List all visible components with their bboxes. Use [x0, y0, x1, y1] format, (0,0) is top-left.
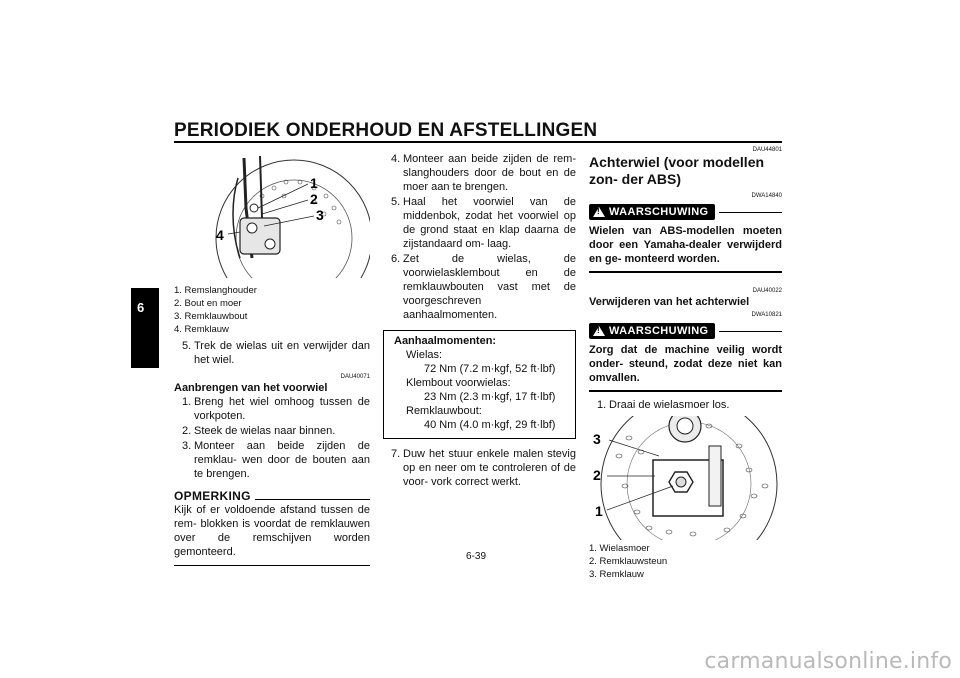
- caption-item: 4. Remklauw: [174, 324, 229, 335]
- step-number: 2.: [182, 425, 192, 437]
- step-item: [174, 439, 370, 481]
- doc-code: DAU40071: [340, 374, 370, 380]
- note-text: Kijk of er voldoende afstand tussen de rem- blokken is voordat de remklauwen over de remschijven worden gemonteerd.: [174, 504, 370, 558]
- page-title: PERIODIEK ONDERHOUD EN AFSTELLINGEN: [174, 120, 598, 141]
- warning-text: Wielen van ABS-modellen moeten door een Yamaha-dealer verwijderd en ge- monteerd worden.: [589, 225, 782, 265]
- step-item: [383, 447, 576, 489]
- step-item: [174, 395, 370, 423]
- warning-end-rule: [589, 390, 782, 392]
- section-heading: Achterwiel (voor modellen zon- der ABS): [589, 154, 765, 187]
- step-number: 3.: [182, 440, 192, 452]
- warning-label: WAARSCHUWING: [609, 206, 709, 218]
- step-text: Monteer aan beide zijden de remklau- wen door de bouten aan te brengen.: [194, 440, 370, 480]
- warning-end-rule: [589, 271, 782, 273]
- torque-label: Klembout voorwielas:: [406, 377, 511, 389]
- torque-label: Remklauwbout:: [406, 405, 482, 417]
- step-text: Steek de wielas naar binnen.: [194, 425, 336, 437]
- note-rule: [255, 499, 370, 500]
- torque-heading: Aanhaalmomenten:: [394, 335, 497, 347]
- step-item: [174, 339, 370, 367]
- step-item: [383, 195, 576, 251]
- doc-code: DWA10821: [751, 312, 782, 318]
- note-label: OPMERKING: [174, 489, 251, 503]
- step-number: 1.: [182, 396, 192, 408]
- step-text: Haal het voorwiel van de middenbok, zodat het voorwiel op de grond staat en klap daarna de zijstandaard om- laag.: [403, 196, 576, 250]
- caption-item: 2. Bout en moer: [174, 298, 242, 309]
- torque-label: Wielas:: [406, 349, 443, 361]
- note-header: [174, 489, 370, 503]
- subsection-heading: Verwijderen van het achterwiel: [589, 296, 750, 308]
- caption-item: 1. Remslanghouder: [174, 285, 257, 296]
- step-number: 4.: [391, 153, 401, 165]
- page-number: 6-39: [466, 551, 487, 562]
- step-text: Duw het stuur enkele malen stevig op en neer om te controleren of de voor- vork correct werkt.: [403, 448, 576, 488]
- step-number: 6.: [391, 253, 401, 265]
- section-tab: 6: [131, 288, 159, 368]
- torque-box: [383, 330, 576, 439]
- warning-triangle-icon: [593, 207, 605, 217]
- figure-label: 1: [595, 503, 603, 519]
- figure-label: 4: [216, 227, 224, 243]
- warning-rule: [719, 212, 782, 213]
- figure-captions: [174, 284, 370, 336]
- warning-badge: [589, 204, 715, 220]
- caption-item: 2. Remklauwsteun: [589, 556, 668, 567]
- caption-item: 1. Wielasmoer: [589, 543, 650, 554]
- rear-axle-figure: [589, 416, 782, 540]
- section-heading: Aanbrengen van het voorwiel: [174, 382, 328, 394]
- torque-value: 23 Nm (2.3 m·kgf, 17 ft·lbf): [424, 391, 556, 403]
- column-2: [383, 152, 576, 490]
- doc-code: DWA14840: [751, 193, 782, 199]
- warning-header: [589, 323, 782, 339]
- step-item: [174, 424, 370, 438]
- front-caliper-figure: [174, 148, 370, 278]
- warning-triangle-icon: [593, 326, 605, 336]
- caption-item: 3. Remklauw: [589, 569, 644, 580]
- warning-label: WAARSCHUWING: [609, 325, 709, 337]
- step-number: 5.: [391, 196, 401, 208]
- step-number: 7.: [391, 448, 401, 460]
- doc-code: DAU44801: [752, 147, 782, 153]
- torque-value: 40 Nm (4.0 m·kgf, 29 ft·lbf): [424, 419, 556, 431]
- step-item: [589, 398, 782, 412]
- step-number: 1.: [597, 399, 607, 411]
- warning-badge: [589, 323, 715, 339]
- figure-captions: [589, 542, 782, 581]
- warning-header: [589, 204, 782, 220]
- torque-value: 72 Nm (7.2 m·kgf, 52 ft·lbf): [424, 363, 556, 375]
- step-text: Breng het wiel omhoog tussen de vorkpoten.: [194, 396, 370, 422]
- warning-text: Zorg dat de machine veilig wordt onder- steund, zodat deze niet kan omvallen.: [589, 344, 782, 384]
- figure-label: 3: [316, 207, 324, 223]
- figure-label: 2: [593, 467, 601, 483]
- step-text: Monteer aan beide zijden de rem- slanghouders door de bout en de moer aan te brengen.: [403, 153, 576, 193]
- watermark: carmanualsonline.info: [704, 649, 952, 674]
- step-item: [383, 252, 576, 322]
- column-1: [174, 148, 370, 566]
- doc-code: DAU40022: [752, 288, 782, 294]
- figure-label: 3: [593, 431, 601, 447]
- figure-label: 2: [310, 191, 318, 207]
- note-end-rule: [174, 565, 370, 566]
- step-item: [383, 152, 576, 194]
- warning-rule: [719, 331, 782, 332]
- title-rule: [174, 141, 782, 143]
- step-text: Zet de wielas, de voorwielasklembout en de remklauwbouten vast met de voorgeschreven aanhaalmomenten.: [403, 253, 576, 321]
- column-3: [589, 146, 782, 581]
- figure-label: 1: [310, 175, 318, 191]
- caption-item: 3. Remklauwbout: [174, 311, 248, 322]
- step-number: 5.: [182, 340, 192, 352]
- step-text: Draai de wielasmoer los.: [609, 399, 730, 411]
- step-text: Trek de wielas uit en verwijder dan het wiel.: [194, 340, 370, 366]
